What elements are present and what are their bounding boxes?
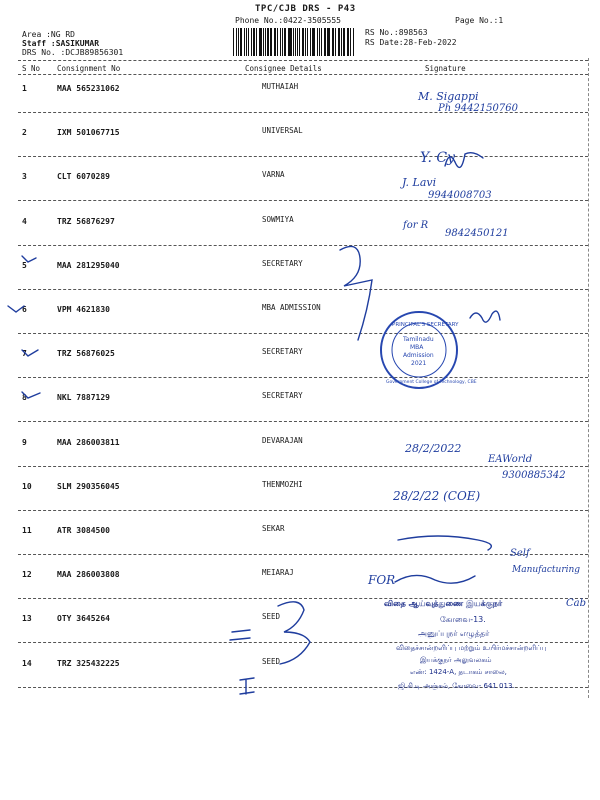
row-serial-number: 14 bbox=[22, 658, 32, 668]
row-consignee-name: SECRETARY bbox=[262, 347, 303, 357]
row-consignment-number: ATR 3084500 bbox=[57, 526, 110, 535]
svg-text:ஜி.சி.டி அஞ்சல், கோவை- 641 013: ஜி.சி.டி அஞ்சல், கோவை- 641 013. bbox=[398, 682, 515, 690]
handwritten-self-note: Self bbox=[510, 548, 530, 559]
row-serial-number: 11 bbox=[22, 526, 32, 535]
svg-text:அனுப்புநர் எழுத்தர்: அனுப்புநர் எழுத்தர் bbox=[418, 629, 490, 638]
row-consignment-number: MAA 565231062 bbox=[57, 84, 120, 93]
tick-mark-row-5 bbox=[22, 256, 36, 262]
row-serial-number: 13 bbox=[22, 614, 32, 624]
row-consignee-name: SEKAR bbox=[262, 524, 285, 533]
row-consignee-name: SECRETARY bbox=[262, 391, 303, 401]
row-consignment-number: TRZ 56876025 bbox=[57, 349, 115, 359]
handwritten-signature-row-2: Y. Cy bbox=[420, 150, 455, 166]
row-consignee-name: UNIVERSAL bbox=[262, 126, 303, 136]
handwritten-phone-row-9: 9300885342 bbox=[502, 470, 566, 481]
signature-scribble-row-11 bbox=[398, 536, 491, 550]
phone-number: Phone No.:0422-3505555 bbox=[235, 16, 341, 25]
area-field: Area :NG RD bbox=[22, 30, 75, 39]
rs-number: RS No.:898563 bbox=[365, 28, 428, 37]
handwritten-date-row-9: 28/2/2022 bbox=[405, 442, 462, 455]
handwritten-phone-row-4: 9842450121 bbox=[445, 228, 509, 239]
svg-text:2021: 2021 bbox=[411, 360, 427, 367]
row-consignment-number: TRZ 56876297 bbox=[57, 216, 115, 226]
row-consignee-name: MBA ADMISSION bbox=[262, 303, 321, 312]
page-number: Page No.:1 bbox=[455, 16, 504, 25]
row-consignee-name: SOWMIYA bbox=[262, 214, 294, 224]
handwritten-manufacturing-note: Manufacturing bbox=[512, 565, 581, 575]
row-serial-number: 8 bbox=[22, 393, 27, 403]
row-consignee-name: VARNA bbox=[262, 170, 285, 180]
handwritten-signature-row-4: for R bbox=[403, 220, 429, 231]
svg-text:PRINCIPAL'S SECRETARY: PRINCIPAL'S SECRETARY bbox=[392, 322, 459, 328]
mark-ii bbox=[230, 630, 250, 640]
row-consignment-number: IXM 501067715 bbox=[57, 128, 120, 138]
seed-office-stamp bbox=[384, 599, 547, 691]
handwritten-phone-row-1: Ph 9442150760 bbox=[438, 103, 518, 114]
bracket-mark-row-13 bbox=[278, 602, 310, 664]
row-consignee-name: MEIARAJ bbox=[262, 568, 294, 578]
row-serial-number: 1 bbox=[22, 84, 27, 93]
row-serial-number: 4 bbox=[22, 216, 27, 226]
row-serial-number: 7 bbox=[22, 349, 27, 359]
signature-scribble-row-12 bbox=[395, 575, 475, 583]
row-serial-number: 10 bbox=[22, 481, 32, 491]
row-serial-number: 6 bbox=[22, 305, 27, 314]
svg-text:MBA: MBA bbox=[410, 344, 424, 351]
row-serial-number: 5 bbox=[22, 260, 27, 270]
column-header-consignment: Consignment No bbox=[57, 64, 121, 73]
row-consignee-name: THENMOZHI bbox=[262, 479, 303, 489]
svg-text:கோவை-13.: கோவை-13. bbox=[440, 615, 486, 624]
row-consignee-name: SEED bbox=[262, 612, 281, 622]
row-serial-number: 3 bbox=[22, 172, 27, 182]
mark-i bbox=[240, 678, 254, 694]
handwritten-name-row-1: M. Sigappi bbox=[418, 90, 479, 103]
tick-mark-row-8 bbox=[22, 392, 40, 398]
svg-text:விதை ஆய்வுத்துணை இயக்குநர்: விதை ஆய்வுத்துணை இயக்குநர் bbox=[384, 599, 503, 608]
column-header-details: Consignee Details bbox=[245, 64, 322, 73]
row-consignment-number: SLM 290356045 bbox=[57, 481, 120, 491]
row-consignee-name: SECRETARY bbox=[262, 258, 303, 268]
row-consignment-number: OTY 3645264 bbox=[57, 614, 110, 624]
row-consignment-number: NKL 7887129 bbox=[57, 393, 110, 403]
row-consignment-number: TRZ 325432225 bbox=[57, 658, 120, 668]
drs-number: DRS No. :DCJB89856301 bbox=[22, 48, 124, 57]
handwritten-for-note: FOR bbox=[368, 573, 396, 587]
document-title: TPC/CJB DRS - P43 bbox=[255, 4, 356, 14]
svg-text:Admission: Admission bbox=[403, 352, 434, 359]
row-serial-number: 12 bbox=[22, 570, 32, 580]
row-serial-number: 2 bbox=[22, 128, 27, 138]
tick-mark-row-7 bbox=[22, 349, 38, 359]
handwritten-phone-row-3: 9944008703 bbox=[428, 190, 492, 201]
handwritten-signature-row-10: 28/2/22 (COE) bbox=[393, 489, 481, 503]
rs-date: RS Date:28-Feb-2022 bbox=[365, 38, 457, 47]
row-serial-number: 9 bbox=[22, 437, 27, 447]
svg-text:Tamilnadu: Tamilnadu bbox=[403, 336, 434, 343]
bracket-mark-row-5 bbox=[340, 246, 372, 340]
handwritten-cab-note: Cab bbox=[566, 598, 587, 609]
principal-secretary-stamp bbox=[381, 312, 477, 388]
row-consignee-name: SEED bbox=[262, 656, 281, 666]
svg-text:Government College of Technolo: Government College of Technology, CBE bbox=[386, 380, 477, 385]
svg-text:இயக்குநர் அலுவலகம்: இயக்குநர் அலுவலகம் bbox=[420, 656, 492, 664]
row-consignment-number: MAA 286003808 bbox=[57, 570, 120, 580]
row-consignment-number: VPM 4621830 bbox=[57, 305, 110, 314]
row-consignee-name: DEVARAJAN bbox=[262, 435, 303, 445]
row-consignment-number: MAA 281295040 bbox=[57, 260, 120, 270]
signature-scribble-row-6 bbox=[470, 311, 500, 322]
handwritten-signature-row-3: J. Lavi bbox=[402, 176, 437, 189]
column-header-sno: S No bbox=[22, 64, 41, 73]
handwritten-name-row-9: EAWorld bbox=[488, 454, 533, 465]
row-consignee-name: MUTHAIAH bbox=[262, 82, 299, 91]
staff-field: Staff :SASIKUMAR bbox=[22, 39, 100, 48]
row-consignment-number: MAA 286003811 bbox=[57, 437, 120, 447]
tick-mark-row-6 bbox=[8, 306, 24, 312]
column-header-signature: Signature bbox=[425, 64, 466, 73]
svg-text:எண்: 1424-A, தடாகம் சாலை,: எண்: 1424-A, தடாகம் சாலை, bbox=[410, 668, 507, 676]
svg-text:விதைச்சான்றளிப்பு மற்றும் உயிர: விதைச்சான்றளிப்பு மற்றும் உயிர்மச்சான்றளிப்பு bbox=[396, 644, 547, 652]
row-consignment-number: CLT 6070289 bbox=[57, 172, 110, 182]
